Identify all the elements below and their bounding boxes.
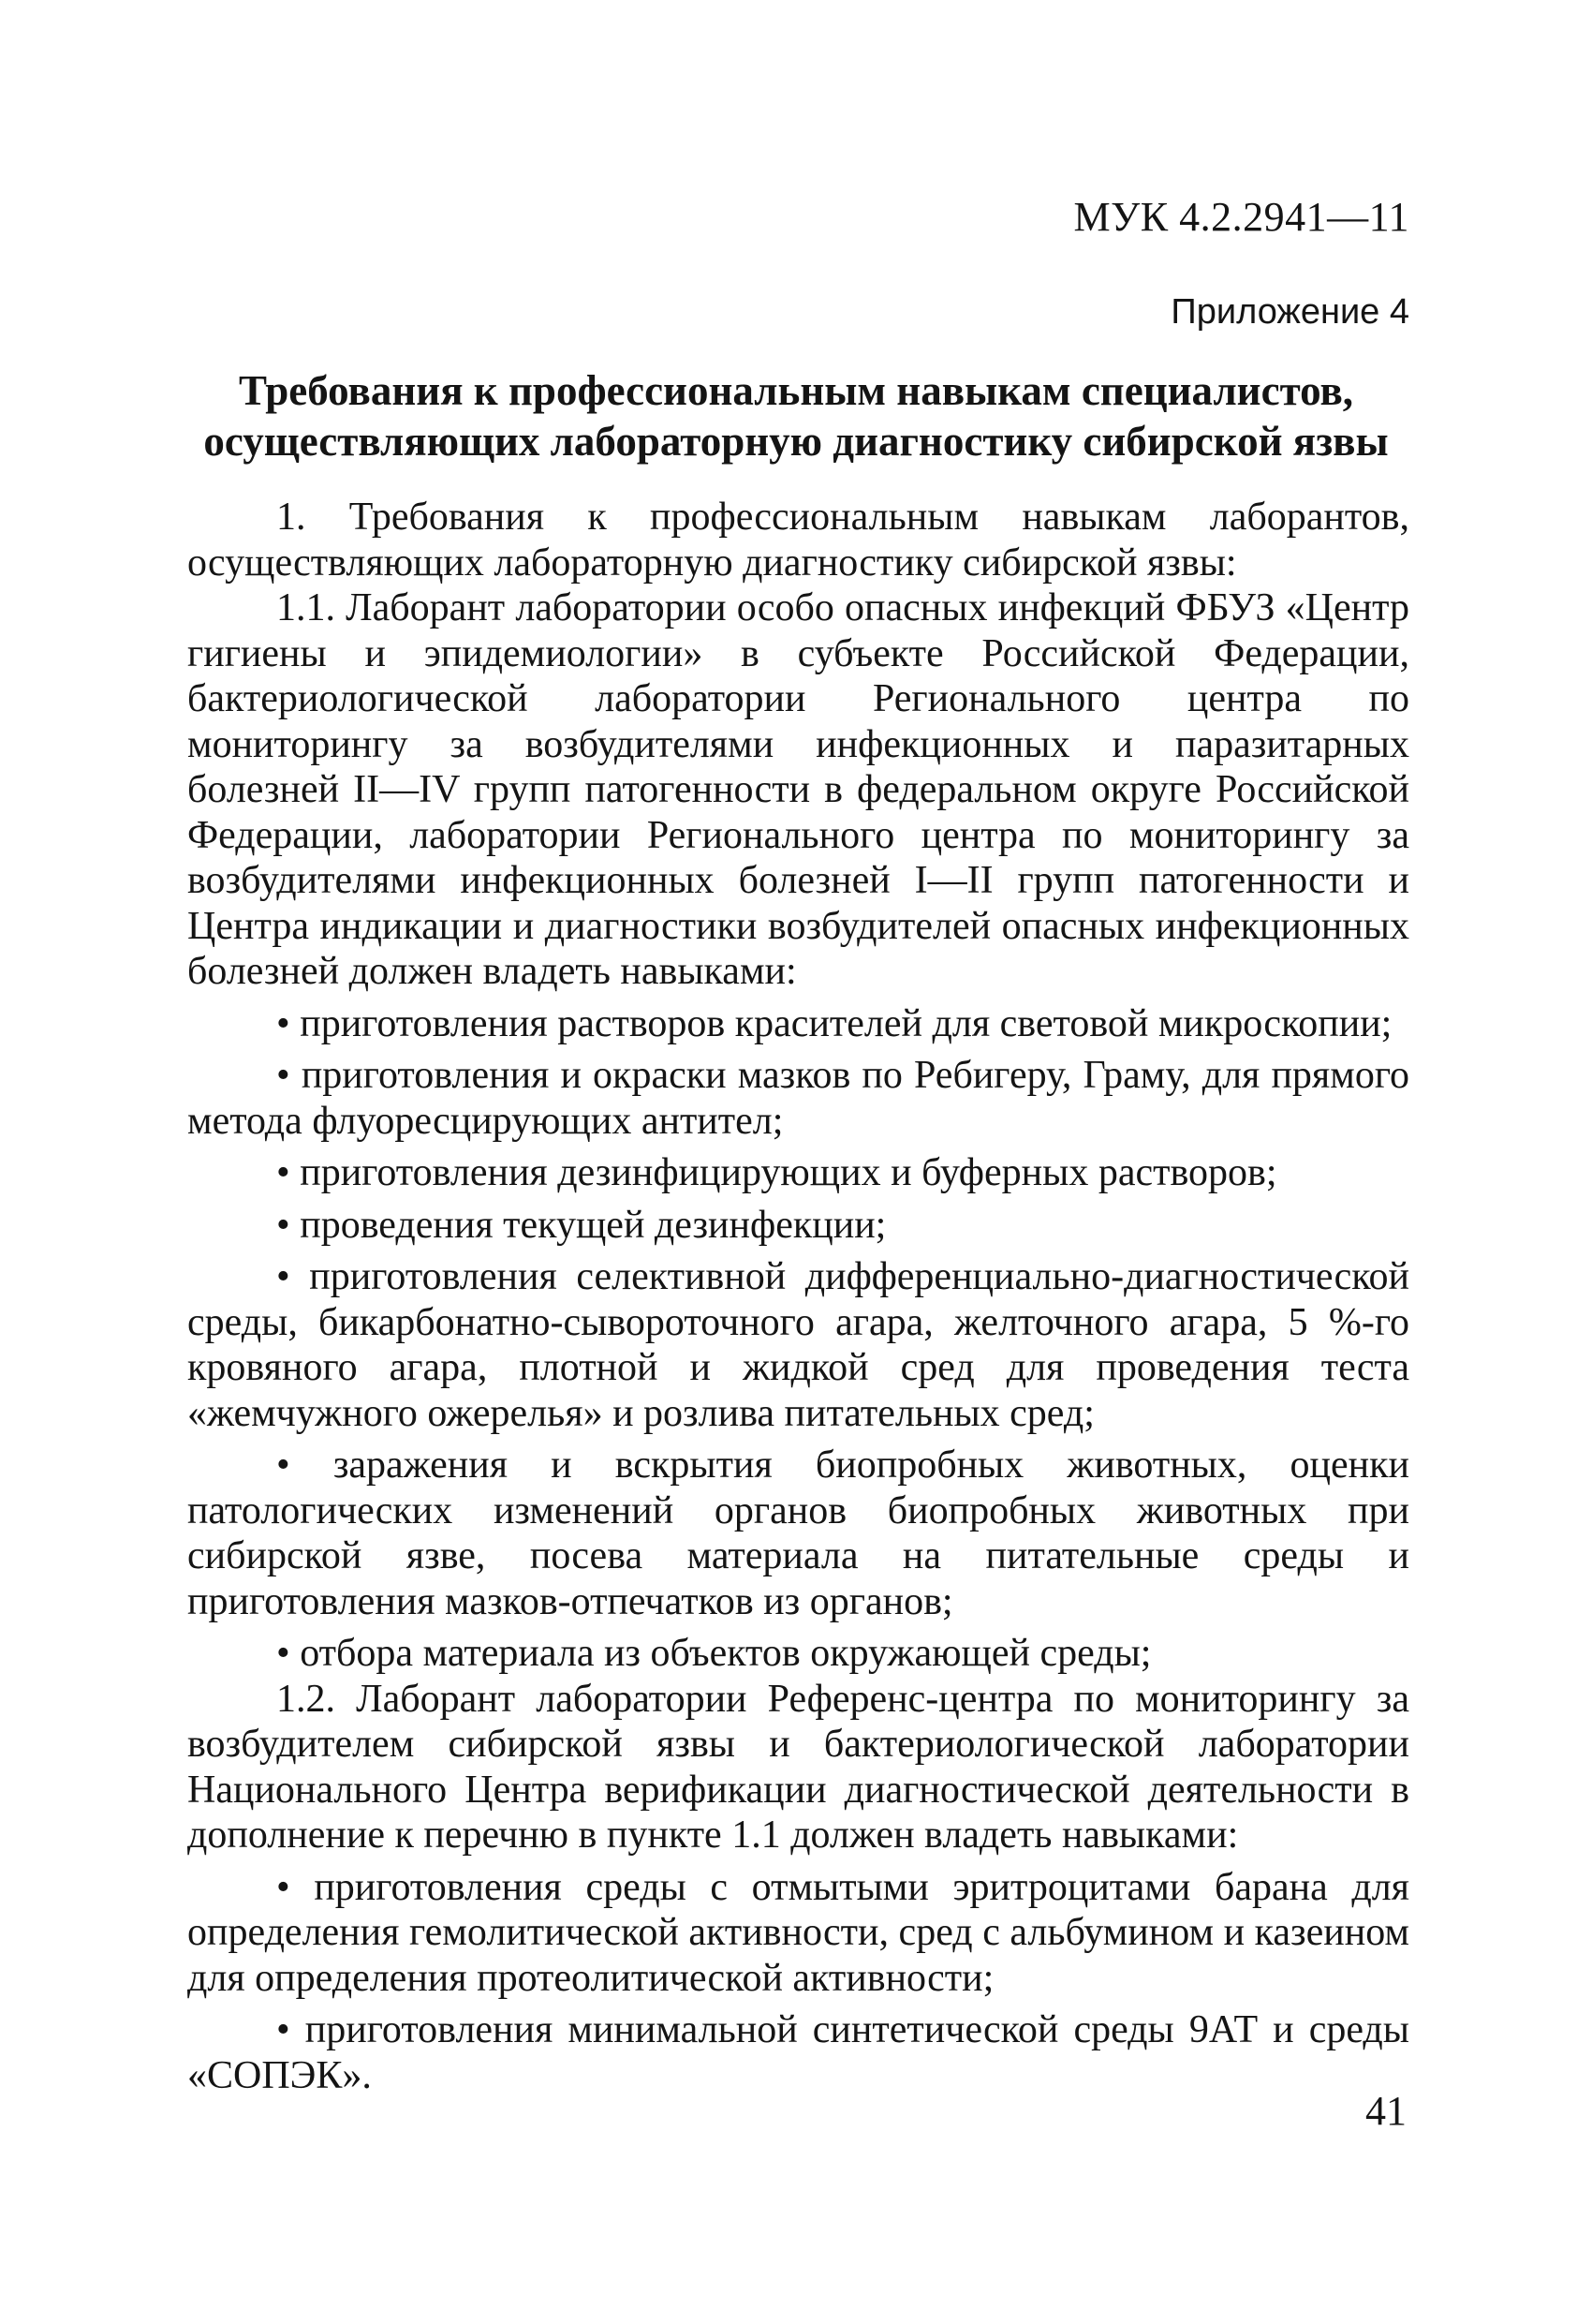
document-code: МУК 4.2.2941—11 (1073, 194, 1409, 240)
page-number: 41 (1365, 2088, 1407, 2134)
list-item (187, 1001, 1409, 1047)
list-item-text: приготовления среды с отмытыми эритроцитами барана для определения гемолитической активности, сред с альбумином и казеином для определения протеолитической активности; (187, 1865, 1409, 2000)
bullet-icon: • (276, 1054, 290, 1097)
list-item-text: приготовления минимальной синтетической среды 9АТ и среды «СОПЭК». (187, 2008, 1410, 2097)
bullet-icon: • (276, 1203, 290, 1247)
bullet-icon: • (276, 2008, 290, 2051)
bullet-icon: • (276, 1255, 290, 1298)
bullet-icon: • (276, 1865, 290, 1909)
title-line-2: осуществляющих лабораторную диагностику сибирской язвы (203, 418, 1389, 465)
list-item-text: приготовления дезинфицирующих и буферных растворов; (300, 1151, 1277, 1194)
list-item-text: отбора материала из объектов окружающей среды; (300, 1632, 1152, 1675)
list-item (187, 1150, 1409, 1196)
paragraph-1-1: 1.1. Лаборант лаборатории особо опасных инфекций ФБУЗ «Центр гигиены и эпидемиологии» в субъекте Российской Федерации, бактериологической лаборатории Регионального центра по мониторингу за возбудителями инфекционных и паразитарных болезней II—IV групп патогенности в федеральном округе Российской Федерации, лаборатории Регионального центра по мониторингу за возбудителями инфекционных болезней I—II групп патогенности и Центра индикации и диагностики возбудителей опасных инфекционных болезней должен владеть навыками: (187, 586, 1409, 993)
appendix-label: Приложение 4 (1171, 292, 1409, 332)
bullet-icon: • (276, 1632, 290, 1675)
bullet-icon: • (276, 1151, 290, 1194)
list-item (187, 1865, 1409, 2002)
section-title (187, 365, 1405, 466)
paragraph-1-2: 1.2. Лаборант лаборатории Референс-центра по мониторингу за возбудителем сибирской язвы и бактериологической лаборатории Национального Центра верификации диагностической деятельности в дополнение к перечню в пункте 1.1 должен владеть навыками: (187, 1677, 1409, 1857)
list-item (187, 1053, 1409, 1144)
list-item-text: заражения и вскрытия биопробных животных, оценки патологических изменений органов биопробных животных при сибирской язве, посева материала на питательные среды и приготовления мазков-отпечатков из органов; (187, 1443, 1409, 1623)
body-text (187, 495, 1409, 2098)
bullet-icon: • (276, 1001, 290, 1045)
title-line-1: Требования к профессиональным навыкам специалистов, (238, 367, 1354, 414)
list-item-text: приготовления селективной дифференциально-диагностической среды, бикарбонатно-сывороточного агара, желточного агара, 5 %-го кровяного агара, плотной и жидкой сред для проведения теста «жемчужного ожерелья» и розлива питательных сред; (187, 1255, 1409, 1435)
list-item (187, 2007, 1409, 2098)
list-item-text: проведения текущей дезинфекции; (300, 1203, 887, 1247)
paragraph-1: 1. Требования к профессиональным навыкам лаборантов, осуществляющих лабораторную диагностику сибирской язвы: (187, 496, 1409, 585)
list-item (187, 1203, 1409, 1249)
list-item (187, 1254, 1409, 1436)
list-item-text: приготовления растворов красителей для световой микроскопии; (300, 1001, 1393, 1045)
list-item-text: приготовления и окраски мазков по Ребигеру, Граму, для прямого метода флуоресцирующих антител; (187, 1054, 1410, 1143)
bullet-icon: • (276, 1443, 290, 1487)
list-item (187, 1631, 1409, 1677)
list-item (187, 1443, 1409, 1624)
